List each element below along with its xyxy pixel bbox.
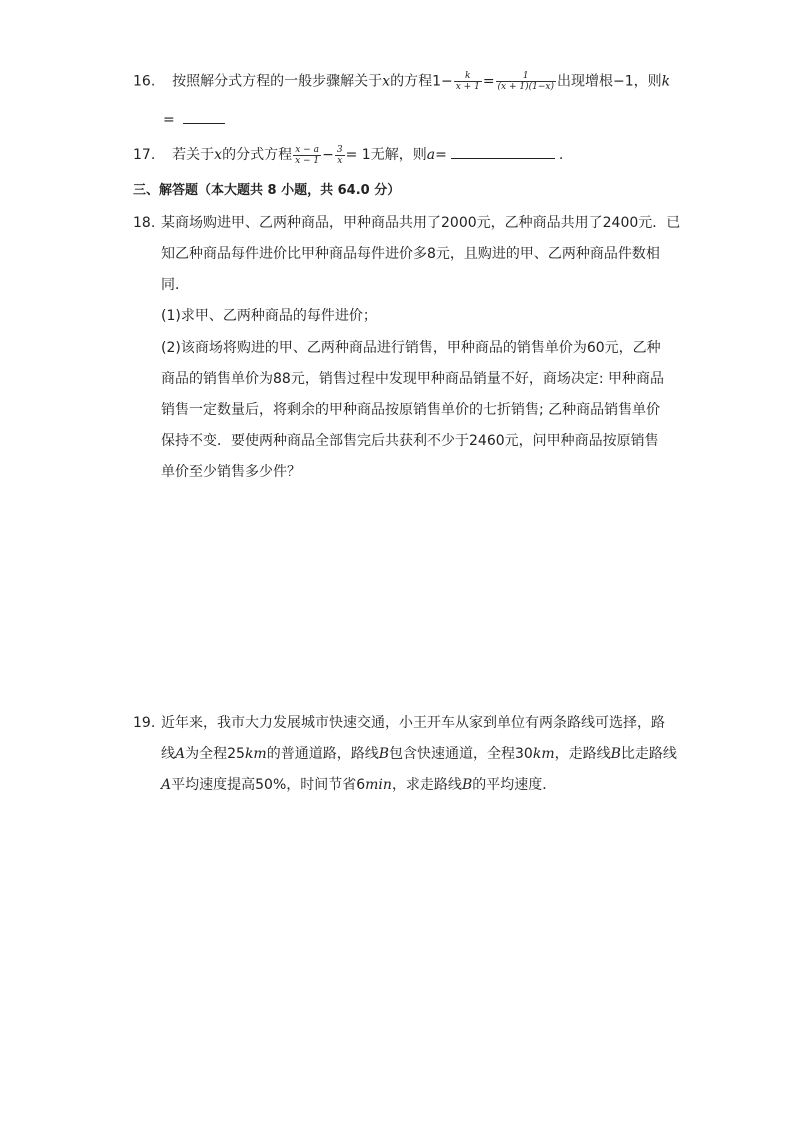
q19-l2-text-f: 比走路线 xyxy=(620,746,677,762)
section-3-heading: 三、解答题（本大题共 8 小题，共 64.0 分） xyxy=(133,183,401,198)
q16-fraction-1 xyxy=(454,71,482,92)
q17-var-x: x xyxy=(214,147,223,163)
q16-fraction-2 xyxy=(496,71,556,92)
q19-l2-text-a: 线 xyxy=(161,746,175,762)
q18-number: 18. xyxy=(133,215,156,231)
q17-text-3: = 1无解，则 xyxy=(345,147,427,163)
q17-text-1: 若关于 xyxy=(172,147,215,163)
q19-unit-km-2: km xyxy=(532,746,555,762)
q16-frac1-numerator: k xyxy=(454,71,482,82)
q16-var-x: x xyxy=(382,73,391,90)
q18-line-3: 同． xyxy=(161,277,189,293)
q19-l2-text-d: 包含快速通道，全程30 xyxy=(389,746,533,762)
q18-line-2: 知乙种商品每件进价比甲种商品每件进价多8元，且购进的甲、乙两种商品件数相 xyxy=(161,246,660,262)
q17-frac2-numerator: 3 xyxy=(336,144,343,155)
q19-l3-text-b: ，求走路线 xyxy=(391,777,462,793)
q17-frac1-denominator: x − 1 xyxy=(295,155,320,166)
q19-line-2 xyxy=(161,744,677,764)
q19-l3-text-c: 的平均速度． xyxy=(472,777,557,793)
q18-line-5: (2)该商场将购进的甲、乙两种商品进行销售，甲种商品的销售单价为60元，乙种 xyxy=(161,340,661,356)
q19-unit-km-1: km xyxy=(244,746,267,762)
q19-l2-text-b: 为全程25 xyxy=(185,746,245,762)
q17-frac2-denominator: x xyxy=(337,155,343,166)
q16-line2 xyxy=(163,109,225,130)
q16-var-k: k xyxy=(661,73,671,90)
q17-minus: − xyxy=(322,147,334,163)
q17-equals: = xyxy=(435,147,447,163)
q18-line-4: (1)求甲、乙两种商品的每件进价； xyxy=(161,308,377,324)
q17-answer-blank[interactable] xyxy=(451,144,555,159)
q19-l3-text-a: 平均速度提高50%，时间节省6 xyxy=(171,777,366,793)
q16-line2-equals: = xyxy=(163,112,175,128)
q18-line-1: 某商场购进甲、乙两种商品，甲种商品共用了2000元，乙种商品共用了2400元．已 xyxy=(161,215,681,231)
q16-frac1-denominator: x + 1 xyxy=(455,82,480,92)
q17-fraction-2 xyxy=(335,145,345,166)
q17-end: . xyxy=(558,147,564,163)
q18-line-7: 销售一定数量后，将剩余的甲种商品按原销售单价的七折销售; 乙种商品销售单价 xyxy=(161,402,661,418)
q16-text-2: 的方程1 xyxy=(390,73,441,90)
q19-route-b-3: B xyxy=(461,777,473,793)
q18-line-9: 单价至少销售多少件？ xyxy=(161,464,301,480)
q17-number: 17. xyxy=(133,147,156,163)
q17-fraction-1 xyxy=(293,145,321,166)
q19-number: 19. xyxy=(133,715,156,731)
q17-line xyxy=(133,144,563,166)
q18-line-6: 商品的销售单价为88元，销售过程中发现甲种商品销量不好，商场决定: 甲种商品 xyxy=(161,371,664,387)
q16-number: 16. xyxy=(133,73,156,90)
q17-text-2: 的分式方程 xyxy=(222,147,293,163)
q16-frac2-denominator: (x + 1)(1−x) xyxy=(497,82,554,92)
q16-text-1: 按照解分式方程的一般步骤解关于 xyxy=(172,73,383,90)
q19-route-a-2: A xyxy=(161,777,172,793)
q16-text-3: 出现增根 xyxy=(557,73,613,90)
q19-l2-text-c: 的普通道路，路线 xyxy=(266,746,379,762)
q19-line-3 xyxy=(161,775,556,795)
q19-route-b-2: B xyxy=(610,746,621,762)
q16-text-4: ，则 xyxy=(633,73,662,90)
q16-line1 xyxy=(133,71,670,92)
q19-route-b: B xyxy=(378,746,390,762)
q16-frac2-numerator: 1 xyxy=(496,71,556,82)
q17-frac1-numerator: x − a xyxy=(293,145,321,156)
q17-var-a: a xyxy=(426,147,436,163)
q16-minus: − xyxy=(441,73,453,90)
q19-unit-min: min xyxy=(365,777,392,793)
q16-answer-blank[interactable] xyxy=(183,109,225,124)
q18-line-8: 保持不变．要使两种商品全部售完后共获利不少于2460元，问甲种商品按原销售 xyxy=(161,433,659,449)
q16-neg-one: −1 xyxy=(613,73,634,90)
q19-line-1: 近年来，我市大力发展城市快速交通，小王开车从家到单位有两条路线可选择，路 xyxy=(161,715,665,731)
q19-l2-text-e: ，走路线 xyxy=(554,746,611,762)
q16-equals: = xyxy=(482,73,495,90)
q19-route-a: A xyxy=(175,746,186,762)
